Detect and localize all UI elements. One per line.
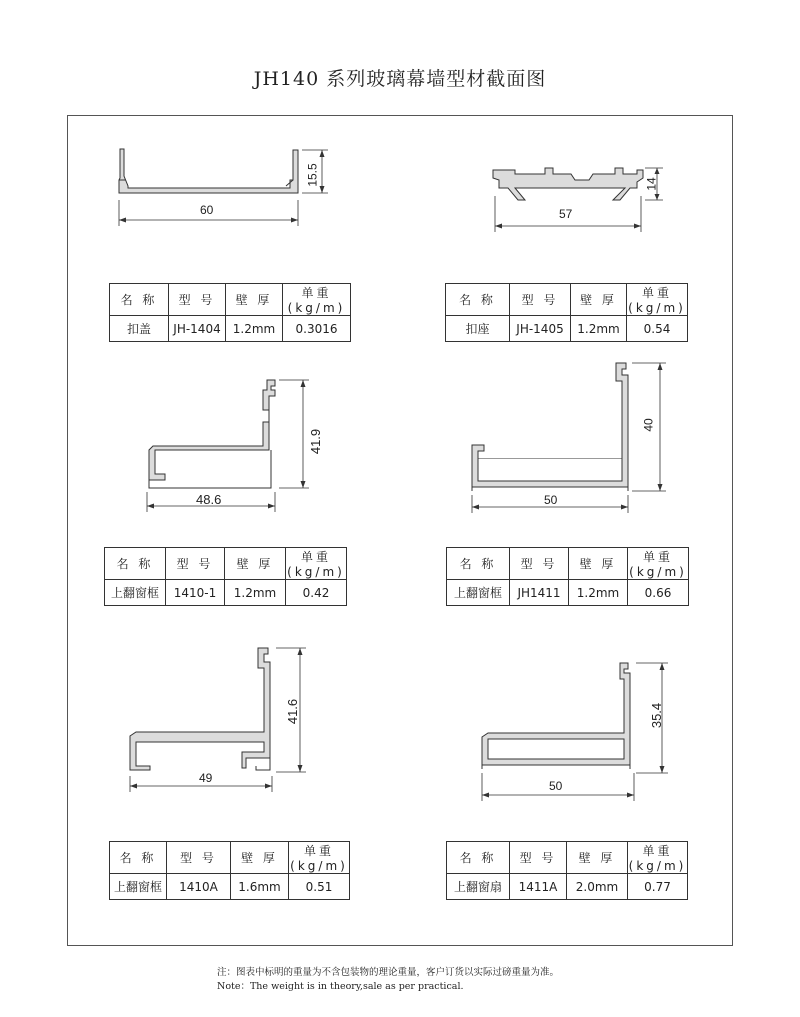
dim-height-jh1405: 14 (644, 177, 659, 191)
cell-weight: 0.54 (627, 316, 688, 342)
dim-width-jh1404: 60 (200, 203, 214, 217)
dim-width-jh1411: 50 (544, 493, 558, 507)
header-thickness: 壁 厚 (226, 284, 283, 316)
header-model: 型 号 (167, 842, 231, 874)
cell-thickness: 1.6mm (231, 874, 289, 900)
cell-name: 上翻窗框 (110, 874, 167, 900)
footnote (217, 966, 559, 994)
cell-thickness: 2.0mm (567, 874, 628, 900)
header-thickness: 壁 厚 (569, 548, 628, 580)
dim-height-1410-1: 41.9 (308, 428, 324, 455)
cell-name: 扣盖 (110, 316, 169, 342)
dim-width-1410-1: 48.6 (196, 492, 222, 507)
cell-thickness: 1.2mm (225, 580, 286, 606)
dim-width-jh1405: 57 (559, 207, 573, 221)
dim-height-jh1411: 40 (641, 418, 656, 432)
dim-height-1411a: 35.4 (649, 702, 665, 729)
header-model: 型 号 (510, 548, 569, 580)
header-name: 名 称 (447, 548, 510, 580)
profile-1411a-drawing (470, 655, 670, 805)
header-name: 名 称 (110, 284, 169, 316)
page-title: JH140 系列玻璃幕墙型材截面图 (253, 68, 547, 90)
cell-name: 上翻窗框 (105, 580, 166, 606)
spec-table-jh1404 (109, 283, 351, 342)
spec-table-jh1411 (446, 547, 689, 606)
header-thickness: 壁 厚 (231, 842, 289, 874)
cell-weight: 0.42 (286, 580, 347, 606)
spec-table-jh1405 (445, 283, 688, 342)
dim-height-jh1404: 15.5 (305, 163, 320, 187)
header-model: 型 号 (510, 284, 571, 316)
header-weight: 单重(kg/m) (627, 284, 688, 316)
header-thickness: 壁 厚 (567, 842, 628, 874)
profile-jh1411-drawing (460, 355, 670, 515)
header-weight: 单重(kg/m) (283, 284, 351, 316)
header-weight: 单重(kg/m) (289, 842, 350, 874)
drawing-frame (67, 115, 733, 946)
cell-weight: 0.3016 (283, 316, 351, 342)
cell-model: 1410A (167, 874, 231, 900)
header-weight: 单重(kg/m) (286, 548, 347, 580)
header-model: 型 号 (169, 284, 226, 316)
spec-table-1410-1 (104, 547, 347, 606)
profile-1410-1-drawing (135, 370, 315, 515)
header-model: 型 号 (510, 842, 567, 874)
header-weight: 单重(kg/m) (628, 548, 689, 580)
dim-height-1410a: 41.6 (285, 698, 301, 725)
cell-model: JH-1405 (510, 316, 571, 342)
header-thickness: 壁 厚 (225, 548, 286, 580)
cell-weight: 0.77 (628, 874, 688, 900)
dim-width-1410a: 49 (199, 771, 213, 785)
cell-name: 扣座 (446, 316, 510, 342)
cell-thickness: 1.2mm (226, 316, 283, 342)
cell-thickness: 1.2mm (571, 316, 627, 342)
cell-model: JH1411 (510, 580, 569, 606)
profile-jh1405-drawing (485, 160, 670, 235)
header-model: 型 号 (166, 548, 225, 580)
cell-model: 1411A (510, 874, 567, 900)
dim-width-1411a: 50 (549, 779, 563, 793)
header-thickness: 壁 厚 (571, 284, 627, 316)
spec-table-1411a (446, 841, 688, 900)
cell-thickness: 1.2mm (569, 580, 628, 606)
header-name: 名 称 (110, 842, 167, 874)
cell-model: JH-1404 (169, 316, 226, 342)
cell-model: 1410-1 (166, 580, 225, 606)
cell-name: 上翻窗框 (447, 580, 510, 606)
cell-name: 上翻窗扇 (447, 874, 510, 900)
footnote-en: Note：The weight is in theory,sale as per practical. (217, 981, 464, 992)
footnote-cn: 注：图表中标明的重量为不含包装物的理论重量，客户订货以实际过磅重量为准。 (217, 967, 560, 978)
spec-table-1410a (109, 841, 350, 900)
cell-weight: 0.66 (628, 580, 689, 606)
header-name: 名 称 (446, 284, 510, 316)
profile-jh1404-drawing (100, 140, 340, 230)
header-name: 名 称 (447, 842, 510, 874)
header-weight: 单重(kg/m) (628, 842, 688, 874)
cell-weight: 0.51 (289, 874, 350, 900)
header-name: 名 称 (105, 548, 166, 580)
